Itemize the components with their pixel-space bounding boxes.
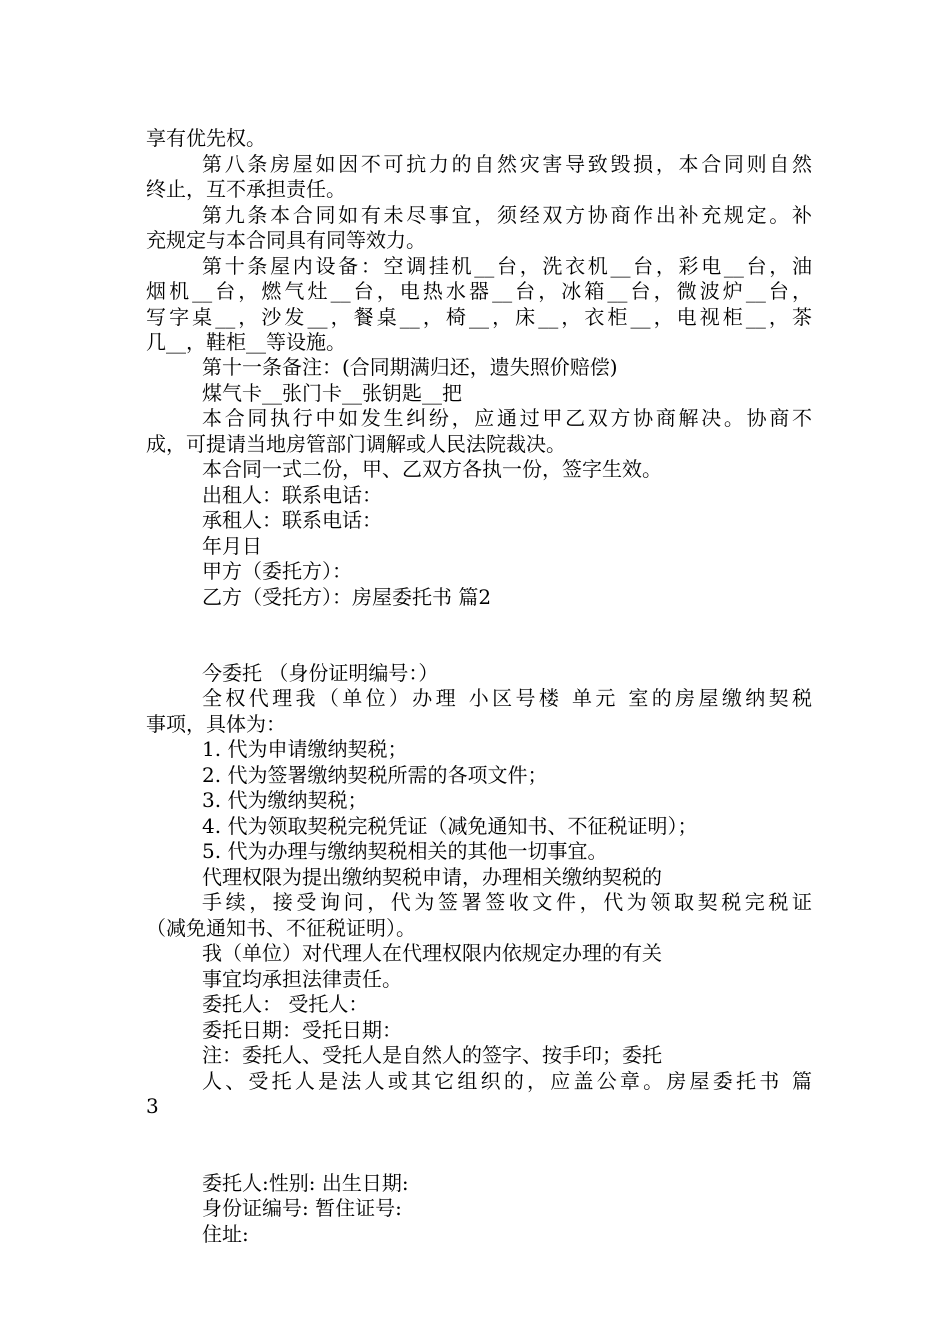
text-line: 充规定与本合同具有同等效力。 <box>146 228 426 252</box>
text-line: 全权代理我（单位）办理 小区号楼 单元 室的房屋缴纳契税 <box>202 686 812 710</box>
text-line: 1. 代为申请缴纳契税； <box>202 737 408 761</box>
text-line: 第十一条备注：(合同期满归还，遗失照价赔偿) <box>202 355 618 379</box>
text-line: 3 <box>146 1094 159 1118</box>
text-line: 写字桌__，沙发__，餐桌__，椅__，床__，衣柜__，电视柜__，茶 <box>146 305 812 329</box>
text-line: 今委托 （身份证明编号：） <box>202 661 439 685</box>
text-line: 享有优先权。 <box>146 126 266 150</box>
text-line: 承租人：联系电话： <box>202 508 382 532</box>
text-line: 第八条房屋如因不可抗力的自然灾害导致毁损，本合同则自然 <box>202 152 812 176</box>
text-line: 乙方（受托方）：房屋委托书 篇2 <box>202 585 492 609</box>
text-line: 2. 代为签署缴纳契税所需的各项文件； <box>202 763 548 787</box>
text-line: 5. 代为办理与缴纳契税相关的其他一切事宜。 <box>202 839 608 863</box>
text-line: 几__，鞋柜__等设施。 <box>146 330 346 354</box>
text-line: 烟机__台，燃气灶__台，电热水器__台，冰箱__台，微波炉__台， <box>146 279 812 303</box>
text-line: 4. 代为领取契税完税凭证（减免通知书、不征税证明）； <box>202 814 698 838</box>
text-line: （减免通知书、不征税证明）。 <box>146 916 416 940</box>
text-line: 事宜均承担法律责任。 <box>202 967 402 991</box>
text-line: 第九条本合同如有未尽事宜，须经双方协商作出补充规定。补 <box>202 203 812 227</box>
text-line: 身份证编号: 暂住证号: <box>202 1196 402 1220</box>
text-line: 我（单位）对代理人在代理权限内依规定办理的有关 <box>202 941 662 965</box>
text-line: 本合同执行中如发生纠纷，应通过甲乙双方协商解决。协商不 <box>202 406 812 430</box>
text-line: 注：委托人、受托人是自然人的签字、按手印；委托 <box>202 1043 662 1067</box>
text-line: 出租人：联系电话： <box>202 483 382 507</box>
text-line: 委托人： 受托人： <box>202 992 369 1016</box>
text-line: 本合同一式二份，甲、乙双方各执一份，签字生效。 <box>202 457 662 481</box>
text-line: 第十条屋内设备：空调挂机__台，洗衣机__台，彩电__台，油 <box>202 254 812 278</box>
text-line: 委托人:性别: 出生日期: <box>202 1171 409 1195</box>
text-line: 人、受托人是法人或其它组织的，应盖公章。房屋委托书 篇 <box>202 1069 812 1093</box>
text-line: 甲方（委托方）： <box>202 559 352 583</box>
text-line: 煤气卡__张门卡__张钥匙__把 <box>202 381 462 405</box>
text-line: 年月日 <box>202 534 262 558</box>
text-line: 成，可提请当地房管部门调解或人民法院裁决。 <box>146 432 566 456</box>
text-line: 委托日期：受托日期： <box>202 1018 402 1042</box>
text-line: 3. 代为缴纳契税； <box>202 788 368 812</box>
text-line: 事项，具体为： <box>146 712 286 736</box>
text-line: 终止，互不承担责任。 <box>146 177 346 201</box>
text-line: 代理权限为提出缴纳契税申请，办理相关缴纳契税的 <box>202 865 662 889</box>
text-line: 住址: <box>202 1222 249 1246</box>
text-line: 手续，接受询问，代为签署签收文件，代为领取契税完税证 <box>202 890 812 914</box>
